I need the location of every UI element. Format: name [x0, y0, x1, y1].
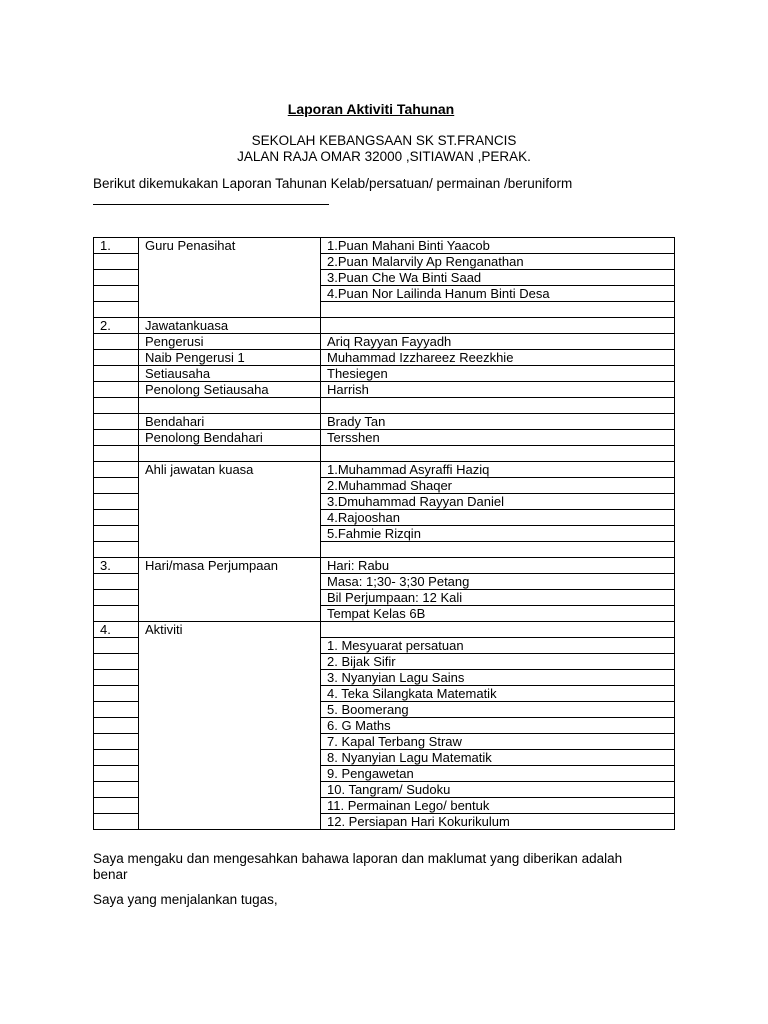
row-label-cell: Jawatankuasa	[139, 318, 321, 334]
row-label-cell	[139, 446, 321, 462]
row-value-cell: 11. Permainan Lego/ bentuk	[321, 798, 675, 814]
row-value-cell: Thesiegen	[321, 366, 675, 382]
table-row	[94, 366, 675, 382]
row-number-cell	[94, 782, 139, 798]
row-value-cell: Harrish	[321, 382, 675, 398]
row-label-cell: Penolong Setiausaha	[139, 382, 321, 398]
row-label-cell: Hari/masa Perjumpaan	[139, 558, 321, 622]
row-value-cell	[321, 302, 675, 318]
row-value-cell: 3.Dmuhammad Rayyan Daniel	[321, 494, 675, 510]
row-number-cell	[94, 606, 139, 622]
table-row	[94, 382, 675, 398]
row-number-cell	[94, 494, 139, 510]
row-value-cell: 12. Persiapan Hari Kokurikulum	[321, 814, 675, 830]
row-number-cell	[94, 542, 139, 558]
row-number-cell	[94, 766, 139, 782]
table-row	[94, 238, 675, 254]
row-value-cell	[321, 398, 675, 414]
row-value-cell: 3. Nyanyian Lagu Sains	[321, 670, 675, 686]
row-value-cell: 3.Puan Che Wa Binti Saad	[321, 270, 675, 286]
row-number-cell	[94, 254, 139, 270]
row-number-cell	[94, 510, 139, 526]
row-number-cell	[94, 446, 139, 462]
declaration-line: benar	[93, 867, 128, 882]
row-number-cell	[94, 574, 139, 590]
row-label-cell: Guru Penasihat	[139, 238, 321, 318]
row-value-cell: 1.Puan Mahani Binti Yaacob	[321, 238, 675, 254]
row-number-cell	[94, 350, 139, 366]
row-number-cell: 1.	[94, 238, 139, 254]
row-number-cell	[94, 478, 139, 494]
row-number-cell	[94, 686, 139, 702]
row-label-cell: Naib Pengerusi 1	[139, 350, 321, 366]
row-value-cell: 1.Muhammad Asyraffi Haziq	[321, 462, 675, 478]
row-value-cell: Hari: Rabu	[321, 558, 675, 574]
row-number-cell	[94, 414, 139, 430]
school-name: SEKOLAH KEBANGSAAN SK ST.FRANCIS	[251, 133, 517, 148]
declaration-line: Saya mengaku dan mengesahkan bahawa laporan dan maklumat yang diberikan adalah	[93, 851, 623, 866]
row-number-cell	[94, 702, 139, 718]
row-number-cell	[94, 334, 139, 350]
row-label-cell: Aktiviti	[139, 622, 321, 830]
row-number-cell	[94, 270, 139, 286]
table-row	[94, 430, 675, 446]
row-value-cell: 2.Puan Malarvily Ap Renganathan	[321, 254, 675, 270]
row-value-cell: 4.Rajooshan	[321, 510, 675, 526]
school-address: JALAN RAJA OMAR 32000 ,SITIAWAN ,PERAK.	[237, 149, 531, 164]
row-number-cell	[94, 750, 139, 766]
table-row	[94, 622, 675, 638]
intro-text: Berikut dikemukakan Laporan Tahunan Kelab/persatuan/ permainan /beruniform	[93, 176, 573, 191]
row-number-cell	[94, 814, 139, 830]
row-number-cell	[94, 734, 139, 750]
row-value-cell: Ariq Rayyan Fayyadh	[321, 334, 675, 350]
table-row	[94, 350, 675, 366]
row-label-cell: Ahli jawatan kuasa	[139, 462, 321, 558]
row-number-cell	[94, 398, 139, 414]
declaration	[93, 851, 693, 883]
row-label-cell: Penolong Bendahari	[139, 430, 321, 446]
row-value-cell: 10. Tangram/ Sudoku	[321, 782, 675, 798]
row-value-cell: 4.Puan Nor Lailinda Hanum Binti Desa	[321, 286, 675, 302]
row-value-cell	[321, 446, 675, 462]
row-number-cell	[94, 654, 139, 670]
row-number-cell	[94, 798, 139, 814]
row-value-cell: 4. Teka Silangkata Matematik	[321, 686, 675, 702]
row-value-cell: 7. Kapal Terbang Straw	[321, 734, 675, 750]
row-label-cell	[139, 398, 321, 414]
row-value-cell: 2.Muhammad Shaqer	[321, 478, 675, 494]
row-value-cell: Tempat Kelas 6B	[321, 606, 675, 622]
row-number-cell: 4.	[94, 622, 139, 638]
row-number-cell	[94, 302, 139, 318]
report-table-body	[94, 238, 675, 830]
row-number-cell	[94, 366, 139, 382]
row-number-cell: 2.	[94, 318, 139, 334]
fill-in-blank-line	[93, 204, 329, 205]
row-value-cell: Masa: 1;30- 3;30 Petang	[321, 574, 675, 590]
row-number-cell	[94, 638, 139, 654]
table-row	[94, 334, 675, 350]
row-value-cell	[321, 622, 675, 638]
row-number-cell	[94, 382, 139, 398]
row-value-cell: Tersshen	[321, 430, 675, 446]
row-number-cell	[94, 286, 139, 302]
row-number-cell	[94, 462, 139, 478]
document-title: Laporan Aktiviti Tahunan	[287, 101, 455, 117]
row-label-cell: Bendahari	[139, 414, 321, 430]
row-value-cell: 5.Fahmie Rizqin	[321, 526, 675, 542]
row-number-cell	[94, 430, 139, 446]
report-table	[93, 237, 675, 830]
row-value-cell: 8. Nyanyian Lagu Matematik	[321, 750, 675, 766]
row-number-cell: 3.	[94, 558, 139, 574]
table-row	[94, 558, 675, 574]
row-number-cell	[94, 590, 139, 606]
row-value-cell: Brady Tan	[321, 414, 675, 430]
row-value-cell: 6. G Maths	[321, 718, 675, 734]
row-value-cell: Bil Perjumpaan: 12 Kali	[321, 590, 675, 606]
table-row	[94, 462, 675, 478]
row-label-cell: Setiausaha	[139, 366, 321, 382]
table-row	[94, 398, 675, 414]
row-label-cell: Pengerusi	[139, 334, 321, 350]
row-value-cell: 1. Mesyuarat persatuan	[321, 638, 675, 654]
table-row	[94, 414, 675, 430]
row-value-cell: 2. Bijak Sifir	[321, 654, 675, 670]
row-value-cell: Muhammad Izzhareez Reezkhie	[321, 350, 675, 366]
row-value-cell: 9. Pengawetan	[321, 766, 675, 782]
row-value-cell	[321, 542, 675, 558]
row-value-cell: 5. Boomerang	[321, 702, 675, 718]
signoff-text: Saya yang menjalankan tugas,	[93, 892, 278, 907]
school-header	[0, 133, 768, 165]
table-row	[94, 318, 675, 334]
table-row	[94, 446, 675, 462]
row-value-cell	[321, 318, 675, 334]
row-number-cell	[94, 718, 139, 734]
row-number-cell	[94, 670, 139, 686]
row-number-cell	[94, 526, 139, 542]
